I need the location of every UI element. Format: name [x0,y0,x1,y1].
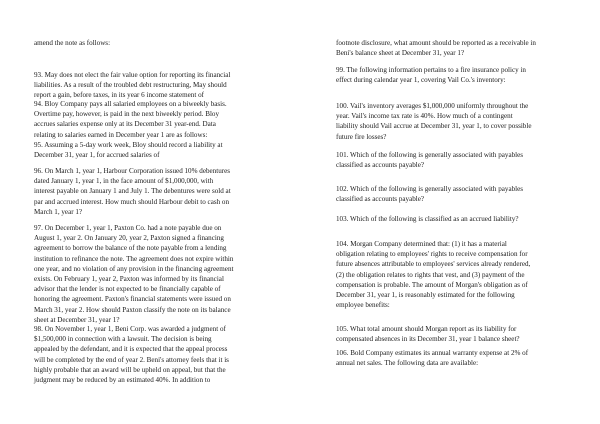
question-96: 96. On March 1, year 1, Harbour Corporation issued 10% debentures dated January 1, year 1, in the face amount of $1,000,000, with interest payable on January 1 and July 1. The debentures were sold at par and accrued interest. How much should Harbour debit to cash on March 1, year 1? [34,167,231,216]
question-102: 102. Which of the following is generally associated with payables classified as accounts payable? [336,185,524,204]
question-101: 101. Which of the following is generally associated with payables classified as accounts payable? [336,151,524,170]
question-99: 99. The following information pertains to a fire insurance policy in effect during calendar year 1, covering Vail Co.'s inventory: [336,66,526,85]
question-104: 104. Morgan Company determined that: (1) it has a material obligation relating to employees' rights to receive compensation for future absences attributable to employees' services already rendered, (2) the obligation relates to rights that vest, and (3) payment of the compensation is probable. The amount of Morgan's obligation as of December 31, year 1, is reasonably estimated for the following employee benefits: [336,240,531,310]
question-97: 97. On December 1, year 1, Paxton Co. had a note payable due on August 1, year 2. On January 20, year 2, Paxton signed a financing agreement to borrow the balance of the note payable from a lending institution to refinance the note. The agreement does not expire within one year, and no violation of any provision in the financing agreement exists. On February 1, year 2, Paxton was informed by its financial advisor that the lender is not expected to be financially capable of honoring the agreement. Paxton's financial statements were issued on March 31, year 2. How should Paxton classify the note on its balance sheet at December 31, year 1? [34,224,234,324]
question-98: 98. On November 1, year 1, Beni Corp. was awarded a judgment of $1,500,000 in connection with a lawsuit. The decision is being appealed by the defendant, and it is expected that the appeal process will be completed by the end of year 2. Beni's attorney feels that it is highly probable that an award will be upheld on appeal, but that the judgment may be reduced by an estimated 40%. In addition to [34,325,229,385]
question-105: 105. What total amount should Morgan report as its liability for compensated absences in its December 31, year 1 balance sheet? [336,325,520,344]
right-intro-text: footnote disclosure, what amount should be reported as a receivable in Beni's balance sheet at December 31, year 1? [336,39,536,58]
left-intro-text: amend the note as follows: [34,39,111,47]
question-94: 94. Bloy Company pays all salaried employees on a biweekly basis. Overtime pay, however, is paid in the next biweekly period. Bloy accrues salaries expense only at its December 31 year-end. Data relating to salaries earned in December year 1 are as follows: 95. Assuming a 5-day work week, Bloy should record a liability at December 31, year 1, for accrued salaries of [34,100,227,160]
question-106: 106. Bold Company estimates its annual warranty expense at 2% of annual net sales. The following data are available: [336,349,529,368]
question-103: 103. Which of the following is classified as an accrued liability? [336,215,519,223]
question-93: 93. May does not elect the fair value option for reporting its financial liabilities. As a result of the troubled debt restructuring, May should report a gain, before taxes, in its year 6 income statement of [34,71,231,100]
question-100: 100. Vail's inventory averages $1,000,000 uniformly throughout the year. Vail's income tax rate is 40%. How much of a contingent liability should Vail accrue at December 31, year 1, to cover possible future fire losses? [336,102,532,141]
